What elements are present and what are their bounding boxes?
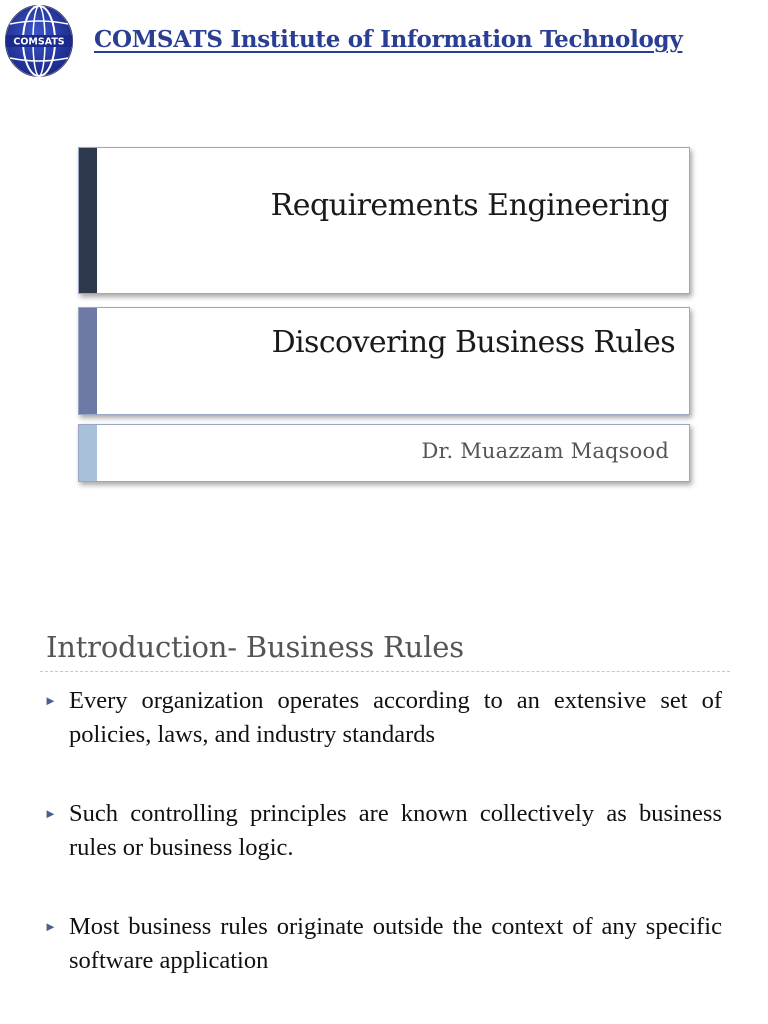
- topic-title-box: [78, 307, 690, 415]
- author-name: Dr. Muazzam Maqsood: [421, 439, 669, 463]
- list-item: [44, 797, 722, 865]
- author-box: [78, 424, 690, 482]
- triangle-right-icon: ►: [44, 693, 57, 708]
- list-item: [44, 684, 722, 752]
- triangle-right-icon: ►: [44, 919, 57, 934]
- bullet-text: Every organization operates according to an extensive set of policies, laws, and industry standards: [69, 687, 722, 748]
- list-item: [44, 910, 722, 978]
- accent-bar-dark: [79, 148, 97, 293]
- accent-bar-light: [79, 425, 97, 481]
- course-title: Requirements Engineering: [270, 188, 669, 223]
- topic-title: Discovering Business Rules: [271, 325, 675, 360]
- heading-divider: [40, 671, 730, 672]
- section-heading: Introduction- Business Rules: [46, 630, 464, 664]
- triangle-right-icon: ►: [44, 806, 57, 821]
- bullet-text: Such controlling principles are known collectively as business rules or business logic.: [69, 800, 722, 861]
- course-title-box: [78, 147, 690, 294]
- bullet-text: Most business rules originate outside the context of any specific software application: [69, 913, 722, 974]
- globe-logo-icon: [4, 4, 74, 78]
- accent-bar-mid: [79, 308, 97, 414]
- institute-name[interactable]: COMSATS Institute of Information Technology: [94, 26, 683, 53]
- comsats-logo: [4, 4, 74, 78]
- bullet-list: [44, 684, 722, 978]
- logo-text: COMSATS: [13, 36, 65, 48]
